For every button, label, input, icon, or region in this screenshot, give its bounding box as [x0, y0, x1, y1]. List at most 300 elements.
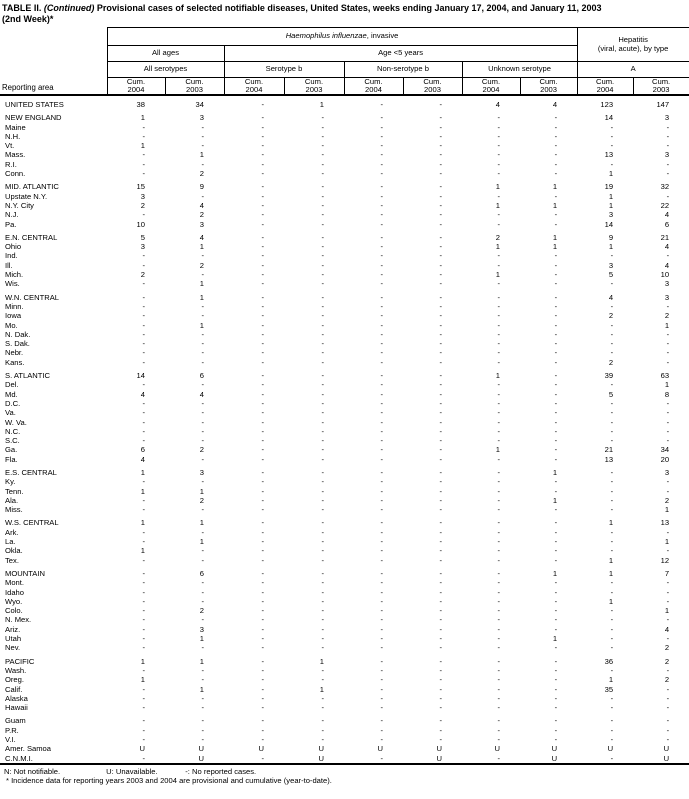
value-cell: -	[497, 596, 500, 606]
value-cell: 1	[199, 150, 204, 160]
table-row	[0, 588, 689, 597]
reporting-area-cell: W.N. CENTRAL	[5, 292, 60, 302]
value-cell: -	[554, 113, 558, 123]
value-cell: -	[321, 113, 324, 123]
table-row	[0, 192, 689, 201]
value-cell: -	[380, 643, 383, 653]
value-cell: -	[201, 716, 204, 726]
value-cell: -	[439, 339, 442, 349]
value-cell: -	[380, 122, 383, 132]
value-cell: -	[666, 703, 670, 713]
value-cell: -	[201, 703, 204, 713]
value-cell: -	[439, 169, 442, 179]
value-cell: -	[261, 643, 264, 653]
value-cell: -	[380, 339, 383, 349]
value-cell: -	[380, 191, 383, 201]
value-cell: -	[439, 191, 442, 201]
value-cell: -	[321, 643, 324, 653]
reporting-area-cell: Wyo.	[5, 596, 23, 606]
value-cell: -	[554, 693, 558, 703]
value-cell: -	[201, 191, 204, 201]
value-cell: -	[554, 537, 558, 547]
value-cell: -	[261, 357, 264, 367]
table-row	[0, 160, 689, 169]
reporting-area-cell: D.C.	[5, 398, 21, 408]
value-cell: -	[201, 693, 204, 703]
value-cell: -	[380, 200, 383, 210]
value-cell: -	[554, 643, 558, 653]
value-cell: 1	[495, 445, 500, 455]
table-row	[0, 229, 689, 242]
table-row	[0, 546, 689, 555]
value-cell: -	[261, 578, 264, 588]
value-cell: 1	[664, 320, 670, 330]
value-cell: 2	[140, 200, 145, 210]
value-cell: -	[554, 615, 558, 625]
value-cell: -	[497, 320, 500, 330]
value-cell: U	[663, 744, 670, 754]
value-cell: -	[554, 426, 558, 436]
value-cell: -	[497, 578, 500, 588]
value-cell: -	[261, 445, 264, 455]
value-cell: 4	[140, 389, 145, 399]
value-cell: 3	[608, 210, 614, 220]
value-cell: -	[610, 417, 614, 427]
value-cell: -	[554, 703, 558, 713]
value-cell: -	[610, 725, 614, 735]
table-row	[0, 653, 689, 666]
value-cell: -	[666, 122, 670, 132]
value-cell: -	[554, 279, 558, 289]
value-cell: -	[497, 301, 500, 311]
value-cell: -	[439, 141, 442, 151]
value-cell: 22	[660, 200, 670, 210]
value-cell: -	[261, 624, 264, 634]
reporting-area-cell: Amer. Samoa	[5, 744, 52, 754]
value-cell: -	[321, 735, 324, 744]
value-cell: -	[321, 408, 324, 418]
table-section-0	[0, 95, 689, 109]
value-cell: -	[666, 716, 670, 726]
value-cell: 1	[140, 656, 145, 666]
table-row	[0, 251, 689, 260]
value-cell: U	[436, 744, 442, 754]
reporting-area-cell: S. ATLANTIC	[5, 371, 51, 381]
value-cell: -	[380, 113, 383, 123]
value-cell: -	[497, 684, 500, 694]
value-cell: -	[201, 270, 204, 280]
value-cell: -	[261, 426, 264, 436]
value-cell: -	[142, 329, 145, 339]
value-cell: -	[261, 150, 264, 160]
value-cell: -	[497, 279, 500, 289]
table-row	[0, 685, 689, 694]
value-cell: 63	[660, 371, 670, 381]
value-cell: 5	[608, 270, 614, 280]
reporting-area-cell: Calif.	[5, 684, 23, 694]
year-label: 2004	[127, 85, 145, 94]
table-section-10	[0, 712, 689, 763]
value-cell: -	[321, 339, 324, 349]
value-cell: 6	[664, 219, 670, 229]
value-cell: 1	[199, 634, 204, 644]
table-section-5	[0, 367, 689, 464]
col-header-cum-2003	[633, 78, 689, 96]
value-cell: -	[201, 587, 204, 597]
value-cell: -	[497, 191, 500, 201]
value-cell: -	[261, 232, 264, 242]
table-row	[0, 528, 689, 537]
value-cell: -	[261, 703, 264, 713]
value-cell: -	[439, 113, 442, 123]
value-cell: -	[321, 191, 324, 201]
reporting-area-cell: Pa.	[5, 219, 17, 229]
value-cell: -	[321, 436, 324, 446]
reporting-area-cell: Colo.	[5, 606, 23, 616]
value-cell: -	[497, 357, 500, 367]
value-cell: U	[377, 744, 383, 754]
reporting-area-cell: W.S. CENTRAL	[5, 518, 59, 528]
value-cell: -	[439, 200, 442, 210]
value-cell: -	[380, 417, 383, 427]
value-cell: 8	[664, 389, 670, 399]
value-cell: 1	[199, 292, 204, 302]
value-cell: -	[554, 606, 558, 616]
reporting-area-cell: Md.	[5, 389, 18, 399]
value-cell: -	[380, 467, 383, 477]
value-cell: 3	[664, 292, 670, 302]
table-section-8	[0, 565, 689, 653]
value-cell: 2	[140, 270, 145, 280]
value-cell: -	[666, 587, 670, 597]
table-row	[0, 487, 689, 496]
value-cell: -	[142, 150, 145, 160]
reporting-area-cell: N.J.	[5, 210, 19, 220]
value-cell: -	[554, 389, 558, 399]
value-cell: 1	[495, 371, 500, 381]
value-cell: -	[610, 693, 614, 703]
value-cell: 2	[608, 311, 614, 321]
reporting-area-cell: Ala.	[5, 495, 19, 505]
value-cell: -	[261, 555, 264, 565]
value-cell: U	[318, 744, 324, 754]
reporting-area-cell: MID. ATLANTIC	[5, 182, 59, 192]
table-row	[0, 321, 689, 330]
value-cell: -	[380, 292, 383, 302]
value-cell: -	[497, 389, 500, 399]
value-cell: -	[142, 643, 145, 653]
value-cell: -	[321, 624, 324, 634]
value-cell: -	[142, 169, 145, 179]
table-row	[0, 565, 689, 578]
value-cell: -	[380, 716, 383, 726]
value-cell: 1	[495, 242, 500, 252]
value-cell: -	[497, 122, 500, 132]
value-cell: -	[666, 596, 670, 606]
reporting-area-cell: Guam	[5, 716, 26, 726]
value-cell: -	[610, 141, 614, 151]
value-cell: -	[439, 389, 442, 399]
value-cell: -	[142, 260, 145, 270]
value-cell: -	[666, 339, 670, 349]
value-cell: 3	[140, 191, 145, 201]
value-cell: -	[497, 568, 500, 578]
footnote-definitions	[4, 767, 689, 777]
value-cell: -	[261, 182, 264, 192]
reporting-area-cell: Ariz.	[5, 624, 21, 634]
value-cell: -	[142, 122, 145, 132]
value-cell: -	[439, 486, 442, 496]
value-cell: -	[497, 380, 500, 390]
value-cell: -	[261, 454, 264, 464]
value-cell: -	[261, 495, 264, 505]
value-cell: -	[554, 675, 558, 685]
value-cell: -	[610, 606, 614, 616]
value-cell: 12	[660, 555, 670, 565]
value-cell: 4	[664, 210, 670, 220]
value-cell: -	[261, 169, 264, 179]
table-row	[0, 735, 689, 744]
value-cell: -	[380, 454, 383, 464]
col-header-cum-2004	[224, 78, 284, 96]
value-cell: -	[497, 454, 500, 464]
value-cell: -	[497, 624, 500, 634]
value-cell: -	[610, 408, 614, 418]
value-cell: -	[610, 477, 614, 487]
year-label: 2003	[652, 85, 670, 94]
value-cell: 3	[140, 242, 145, 252]
value-cell: -	[497, 527, 500, 537]
value-cell: 2	[199, 210, 204, 220]
reporting-area-cell: Mo.	[5, 320, 18, 330]
value-cell: -	[439, 301, 442, 311]
reporting-area-header: Reporting area	[0, 28, 107, 96]
value-cell: -	[554, 357, 558, 367]
value-cell: -	[142, 320, 145, 330]
value-cell: -	[321, 445, 324, 455]
value-cell: 1	[199, 537, 204, 547]
reporting-area-cell: Mass.	[5, 150, 26, 160]
reporting-area-cell: Miss.	[5, 505, 23, 515]
reporting-area-cell: Upstate N.Y.	[5, 191, 48, 201]
value-cell: -	[201, 665, 204, 675]
value-cell: -	[497, 436, 500, 446]
value-cell: -	[142, 348, 145, 358]
value-cell: 3	[199, 113, 204, 123]
table-section-3	[0, 229, 689, 289]
value-cell: 4	[664, 260, 670, 270]
value-cell: 1	[664, 537, 670, 547]
value-cell: -	[380, 656, 383, 666]
value-cell: 1	[552, 634, 558, 644]
serotype-b-header: Serotype b	[224, 62, 344, 78]
reporting-area-cell: N.C.	[5, 426, 21, 436]
value-cell: 2	[199, 445, 204, 455]
value-cell: -	[610, 339, 614, 349]
table-row	[0, 445, 689, 454]
value-cell: -	[439, 311, 442, 321]
reporting-area-cell: E.S. CENTRAL	[5, 467, 57, 477]
table-row	[0, 132, 689, 141]
value-cell: -	[142, 398, 145, 408]
value-cell: -	[321, 251, 324, 261]
value-cell: -	[142, 596, 145, 606]
value-cell: -	[321, 311, 324, 321]
value-cell: -	[380, 260, 383, 270]
value-cell: -	[201, 417, 204, 427]
value-cell: -	[261, 141, 264, 151]
table-row	[0, 201, 689, 210]
value-cell: -	[439, 270, 442, 280]
value-cell: -	[380, 159, 383, 169]
value-cell: -	[610, 546, 614, 556]
value-cell: -	[261, 200, 264, 210]
value-cell: -	[321, 320, 324, 330]
value-cell: -	[201, 348, 204, 358]
value-cell: -	[380, 546, 383, 556]
value-cell: -	[497, 251, 500, 261]
value-cell: -	[321, 578, 324, 588]
value-cell: -	[610, 505, 614, 515]
reporting-area-cell: Wis.	[5, 279, 20, 289]
year-label: 2004	[596, 85, 614, 94]
value-cell: 3	[199, 219, 204, 229]
table-row	[0, 242, 689, 251]
value-cell: 1	[608, 555, 614, 565]
value-cell: -	[321, 242, 324, 252]
value-cell: -	[439, 260, 442, 270]
value-cell: -	[497, 477, 500, 487]
value-cell: -	[261, 279, 264, 289]
value-cell: -	[439, 693, 442, 703]
value-cell: -	[439, 578, 442, 588]
reporting-area-cell: Ill.	[5, 260, 13, 270]
value-cell: -	[380, 665, 383, 675]
value-cell: 1	[199, 242, 204, 252]
value-cell: -	[610, 426, 614, 436]
hepatitis-group-header: Hepatitis (viral, acute), by type	[577, 28, 689, 62]
value-cell: -	[142, 703, 145, 713]
value-cell: -	[666, 634, 670, 644]
value-cell: -	[261, 348, 264, 358]
value-cell: -	[497, 169, 500, 179]
value-cell: U	[494, 744, 500, 754]
value-cell: -	[554, 292, 558, 302]
footnotes	[0, 765, 689, 786]
value-cell: -	[380, 495, 383, 505]
value-cell: -	[439, 725, 442, 735]
reporting-area-cell: S. Dak.	[5, 339, 30, 349]
value-cell: 34	[195, 100, 204, 109]
value-cell: -	[439, 242, 442, 252]
reporting-area-cell: N. Mex.	[5, 615, 32, 625]
value-cell: -	[554, 329, 558, 339]
table-header	[0, 28, 689, 96]
reporting-area-cell: V.I.	[5, 735, 16, 744]
value-cell: 147	[656, 100, 670, 109]
haemophilus-group-header: Haemophilus influenzae, invasive	[107, 28, 577, 46]
value-cell: -	[261, 716, 264, 726]
value-cell: 1	[552, 495, 558, 505]
value-cell: -	[321, 380, 324, 390]
value-cell: -	[344, 754, 403, 764]
value-cell: 1	[199, 656, 204, 666]
value-cell: 1	[552, 242, 558, 252]
value-cell: -	[201, 122, 204, 132]
value-cell: -	[554, 505, 558, 515]
value-cell: -	[666, 436, 670, 446]
value-cell: -	[439, 357, 442, 367]
value-cell: -	[380, 606, 383, 616]
value-cell: -	[439, 320, 442, 330]
value-cell: -	[261, 380, 264, 390]
value-cell: -	[554, 518, 558, 528]
value-cell: -	[666, 477, 670, 487]
year-label: 2004	[365, 85, 382, 94]
value-cell: -	[142, 436, 145, 446]
value-cell: -	[224, 754, 284, 764]
year-label: 2003	[305, 85, 323, 94]
value-cell: -	[497, 131, 500, 141]
value-cell: 1	[140, 675, 145, 685]
cum-label: Cum.	[185, 77, 204, 87]
value-cell: -	[380, 169, 383, 179]
value-cell: 38	[136, 100, 145, 109]
value-cell: -	[380, 527, 383, 537]
value-cell: -	[439, 675, 442, 685]
value-cell: 1	[608, 191, 614, 201]
value-cell: -	[321, 131, 324, 141]
value-cell: -	[261, 270, 264, 280]
value-cell: -	[666, 251, 670, 261]
value-cell: -	[610, 320, 614, 330]
value-cell: -	[610, 436, 614, 446]
table-row	[0, 496, 689, 505]
value-cell: 5	[140, 232, 145, 242]
value-cell: 1	[608, 568, 614, 578]
value-cell: -	[321, 675, 324, 685]
value-cell: -	[321, 587, 324, 597]
reporting-area-cell: C.N.M.I.	[0, 754, 107, 764]
value-cell: -	[261, 242, 264, 252]
value-cell: -	[321, 141, 324, 151]
value-cell: -	[439, 426, 442, 436]
value-cell: -	[497, 634, 500, 644]
value-cell: -	[261, 436, 264, 446]
value-cell: -	[610, 380, 614, 390]
table-row	[0, 597, 689, 606]
value-cell: -	[610, 467, 614, 477]
value-cell: -	[610, 122, 614, 132]
value-cell: 1	[319, 656, 324, 666]
value-cell: -	[380, 100, 383, 109]
table-row	[0, 477, 689, 486]
table-row	[0, 634, 689, 643]
value-cell: -	[261, 505, 264, 515]
value-cell: -	[497, 537, 500, 547]
value-cell: U	[258, 744, 264, 754]
value-cell: -	[554, 546, 558, 556]
reporting-area-cell: N.H.	[5, 131, 21, 141]
reporting-area-cell: S.C.	[5, 436, 20, 446]
reporting-area-cell: Tenn.	[5, 486, 24, 496]
table-row	[0, 261, 689, 270]
value-cell: -	[142, 634, 145, 644]
value-cell: 2	[664, 675, 670, 685]
value-cell: 1	[552, 182, 558, 192]
value-cell: -	[142, 292, 145, 302]
value-cell: -	[554, 348, 558, 358]
